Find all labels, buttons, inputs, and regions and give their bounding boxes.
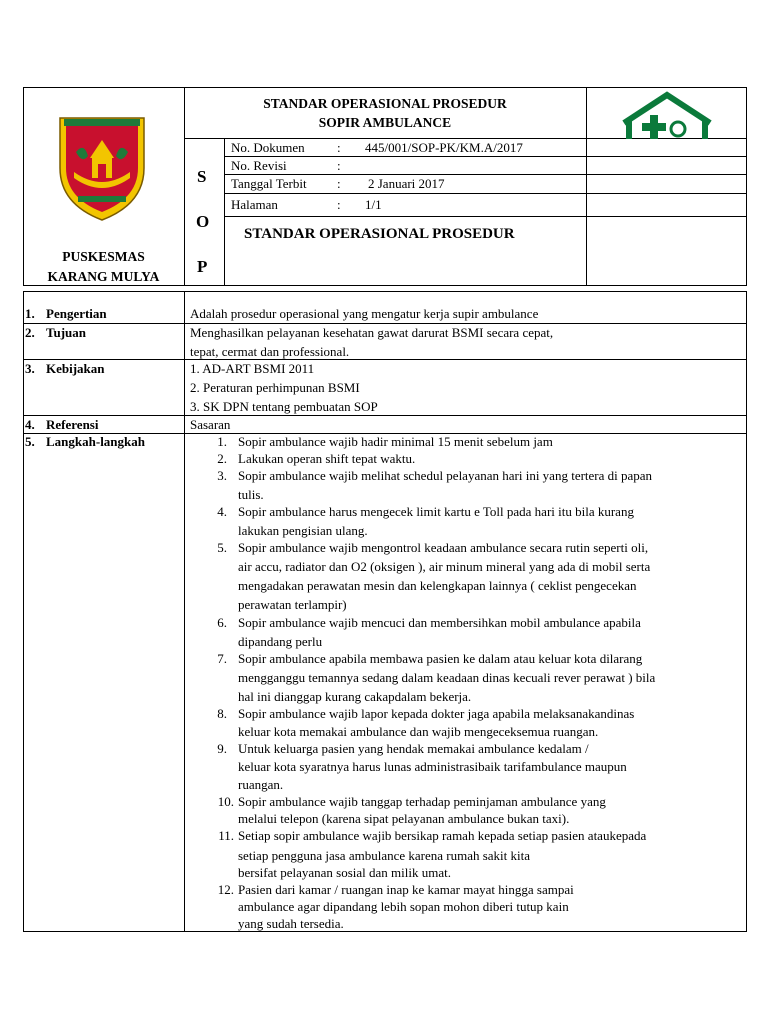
- step-number: 3.: [217, 468, 227, 483]
- step-number: 2.: [217, 451, 227, 466]
- sop-subtitle: STANDAR OPERASIONAL PROSEDUR: [244, 226, 515, 242]
- section-tujuan-line1: Menghasilkan pelayanan kesehatan gawat darurat BSMI secara cepat,: [190, 325, 554, 340]
- section-tujuan-label: Tujuan: [46, 325, 86, 340]
- section-referensi-text: Sasaran: [190, 417, 231, 432]
- step-text: keluar kota memakai ambulance dan wajib mengeceksemua ruangan.: [238, 724, 599, 739]
- step-text: mengadakan perawatan mesin dan kelengkapan lainnya ( ceklist pengecekan: [238, 578, 637, 593]
- section-referensi-num: 4.: [25, 417, 35, 432]
- sop-letter-p: P: [197, 257, 208, 276]
- step-number: 9.: [217, 741, 227, 756]
- step-text: ambulance agar dipandang lebih sopan mohon diberi tutup kain: [238, 899, 569, 914]
- step-number: 6.: [217, 615, 227, 630]
- org-name-line2: KARANG MULYA: [47, 269, 160, 284]
- step-text: hal ini dianggap kurang cakapdalam bekerja.: [238, 689, 472, 704]
- section-pengertian-num: 1.: [25, 306, 35, 321]
- step-text: ruangan.: [238, 777, 284, 792]
- page-title: STANDAR OPERASIONAL PROSEDUR: [263, 96, 507, 111]
- step-text: Untuk keluarga pasien yang hendak memakai ambulance kedalam /: [238, 741, 589, 756]
- step-text: Sopir ambulance wajib mencuci dan membersihkan mobil ambulance apabila: [238, 615, 641, 630]
- step-number: 5.: [217, 540, 227, 555]
- step-text: Pasien dari kamar / ruangan inap ke kamar mayat hingga sampai: [238, 882, 574, 897]
- step-number: 11.: [218, 828, 234, 843]
- step-text: Sopir ambulance wajib mengontrol keadaan ambulance secara rutin seperti oli,: [238, 540, 649, 555]
- section-kebijakan-label: Kebijakan: [46, 361, 105, 376]
- kebijakan-item: 1. AD-ART BSMI 2011: [190, 361, 315, 376]
- step-text: Sopir ambulance wajib tanggap terhadap peminjaman ambulance yang: [238, 794, 606, 809]
- section-referensi-label: Referensi: [46, 417, 99, 432]
- section-pengertian-label: Pengertian: [46, 306, 107, 321]
- step-number: 4.: [217, 504, 227, 519]
- step-number: 7.: [217, 651, 227, 666]
- step-text: Sopir ambulance wajib melihat schedul pelayanan hari ini yang tertera di papan: [238, 468, 653, 483]
- step-text: Lakukan operan shift tepat waktu.: [238, 451, 416, 466]
- step-text: melalui telepon (karena sipat pelayanan ambulance bukan taxi).: [238, 811, 570, 826]
- step-text: Sopir ambulance wajib hadir minimal 15 menit sebelum jam: [238, 434, 553, 449]
- step-text: perawatan terlampir): [238, 597, 347, 612]
- kebijakan-item: 3. SK DPN tentang pembuatan SOP: [190, 399, 378, 414]
- section-kebijakan-num: 3.: [25, 361, 35, 376]
- regional-emblem-logo: [54, 112, 150, 224]
- step-number: 8.: [217, 706, 227, 721]
- sop-letter-s: S: [197, 167, 207, 186]
- section-tujuan-line2: tepat, cermat dan professional.: [190, 344, 350, 359]
- step-number: 10.: [217, 794, 234, 809]
- step-number: 12.: [217, 882, 234, 897]
- step-text: dipandang perlu: [238, 634, 323, 649]
- step-text: keluar kota syaratnya harus lunas administrasibaik tarifambulance maupun: [238, 759, 627, 774]
- section-pengertian-text: Adalah prosedur operasional yang mengatur kerja supir ambulance: [190, 306, 539, 321]
- step-text: bersifat pelayanan sosial dan milik umat.: [238, 865, 451, 880]
- step-text: setiap pengguna jasa ambulance karena rumah sakit kita: [238, 848, 531, 863]
- step-text: Setiap sopir ambulance wajib bersikap ramah kepada setiap pasien ataukepada: [238, 828, 647, 843]
- step-number: 1.: [217, 434, 227, 449]
- step-text: mengganggu temannya sedang dalam keadaan dinas kecuali rever perawat ) bila: [238, 670, 656, 685]
- step-text: tulis.: [238, 487, 264, 502]
- sop-letter-o: O: [196, 212, 210, 231]
- step-text: air accu, radiator dan O2 (oksigen ), air minum mineral yang ada di mobil serta: [238, 559, 651, 574]
- section-tujuan-num: 2.: [25, 325, 35, 340]
- step-text: Sopir ambulance wajib lapor kepada dokter jaga apabila melaksanakandinas: [238, 706, 635, 721]
- bsmi-logo: [620, 89, 714, 139]
- org-name-line1: PUSKESMAS: [62, 249, 145, 264]
- section-langkah-num: 5.: [25, 434, 35, 449]
- section-langkah-label: Langkah-langkah: [46, 434, 145, 449]
- step-text: yang sudah tersedia.: [238, 916, 344, 931]
- kebijakan-item: 2. Peraturan perhimpunan BSMI: [190, 380, 360, 395]
- step-text: Sopir ambulance harus mengecek limit kartu e Toll pada hari itu bila kurang: [238, 504, 634, 519]
- step-text: lakukan pengisian ulang.: [238, 523, 368, 538]
- step-text: Sopir ambulance apabila membawa pasien ke dalam atau keluar kota dilarang: [238, 651, 643, 666]
- page-title-line2: SOPIR AMBULANCE: [318, 115, 452, 130]
